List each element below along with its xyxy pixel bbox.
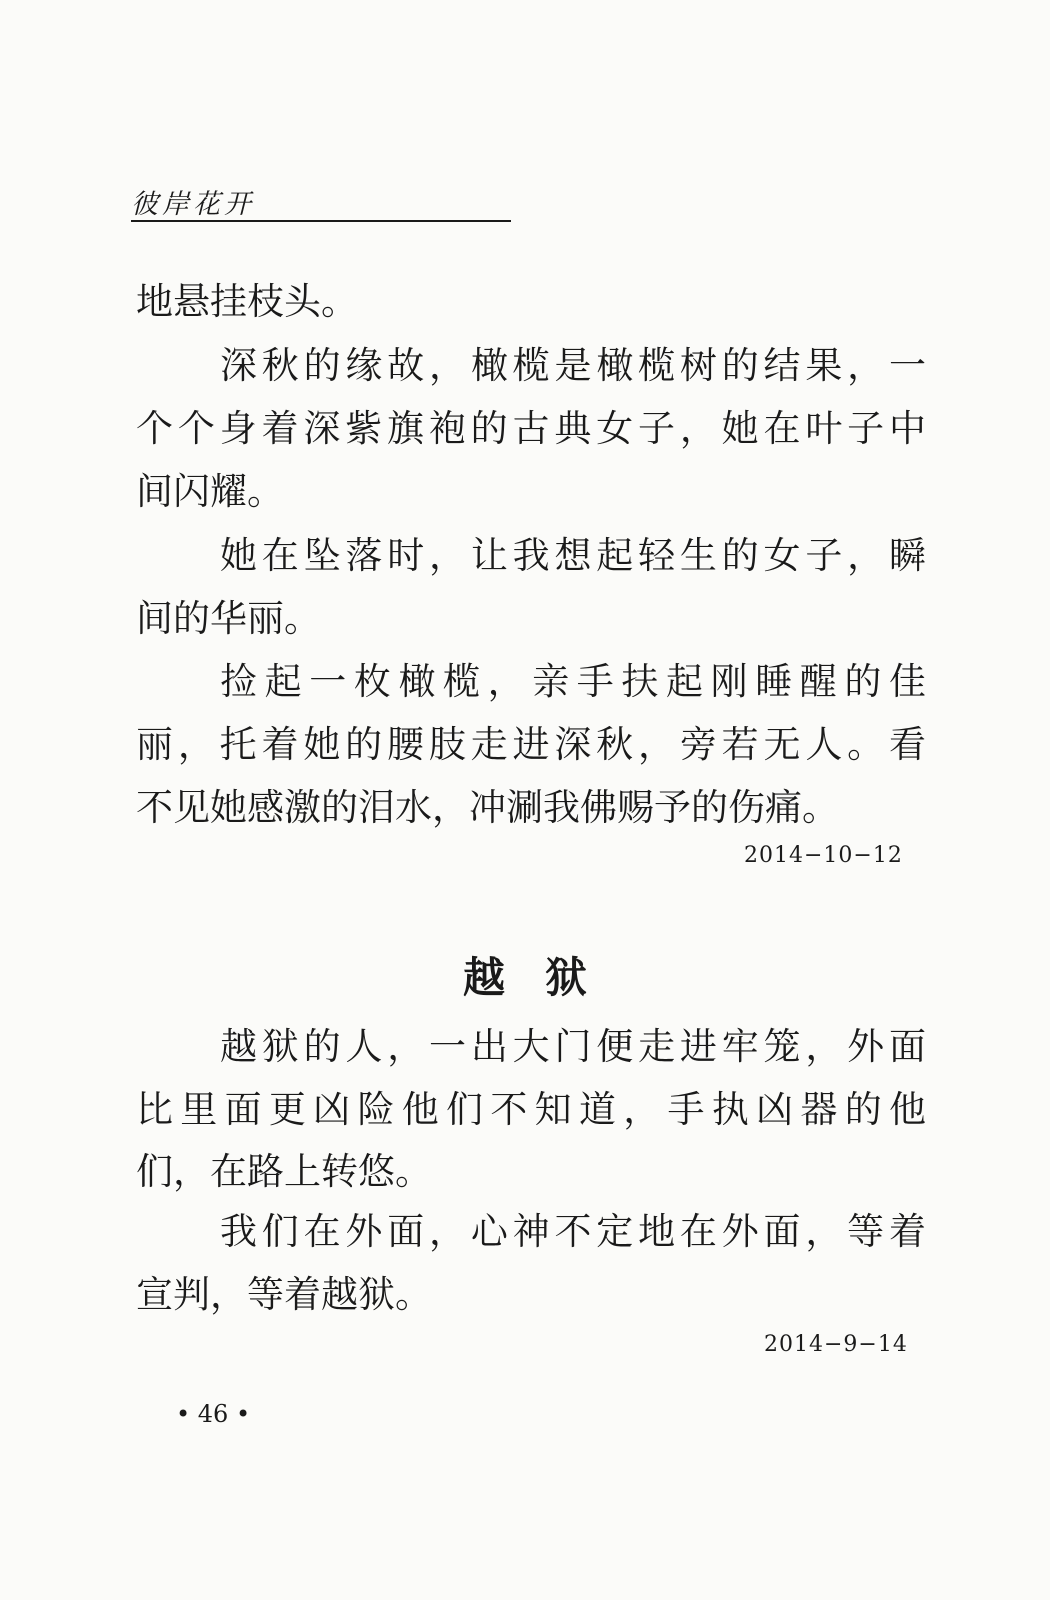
paragraph-line: 比里面更凶险他们不知道，手执凶器的他 — [136, 1088, 926, 1131]
paragraph-line: 深秋的缘故，橄榄是橄榄树的结果，一 — [220, 344, 926, 387]
paragraph-line: 地悬挂枝头。 — [136, 280, 358, 323]
paragraph-line: 越狱的人，一出大门便走进牢笼，外面 — [220, 1025, 926, 1068]
paragraph-line: 我们在外面，心神不定地在外面，等着 — [220, 1210, 926, 1253]
header-title: 彼岸花开 — [131, 189, 255, 220]
paragraph-line: 丽，托着她的腰肢走进深秋，旁若无人。看 — [136, 723, 926, 766]
paragraph-line: 间闪耀。 — [136, 470, 284, 513]
paragraph-line: 个个身着深紫旗袍的古典女子，她在叶子中 — [136, 407, 926, 450]
paragraph-line: 间的华丽。 — [136, 597, 321, 640]
date-stamp: 2014−10−12 — [744, 843, 903, 868]
running-header — [131, 180, 511, 222]
page-number: • 46 • — [176, 1400, 251, 1428]
date-stamp: 2014−9−14 — [764, 1332, 908, 1357]
paragraph-line: 不见她感激的泪水，冲涮我佛赐予的伤痛。 — [136, 786, 839, 829]
paragraph-line: 捡起一枚橄榄，亲手扶起刚睡醒的佳 — [220, 660, 926, 703]
paragraph-line: 宣判，等着越狱。 — [136, 1273, 432, 1316]
essay-title: 越狱 — [462, 953, 627, 1002]
paragraph-line: 们，在路上转悠。 — [136, 1150, 432, 1193]
paragraph-line: 她在坠落时，让我想起轻生的女子，瞬 — [220, 534, 926, 577]
